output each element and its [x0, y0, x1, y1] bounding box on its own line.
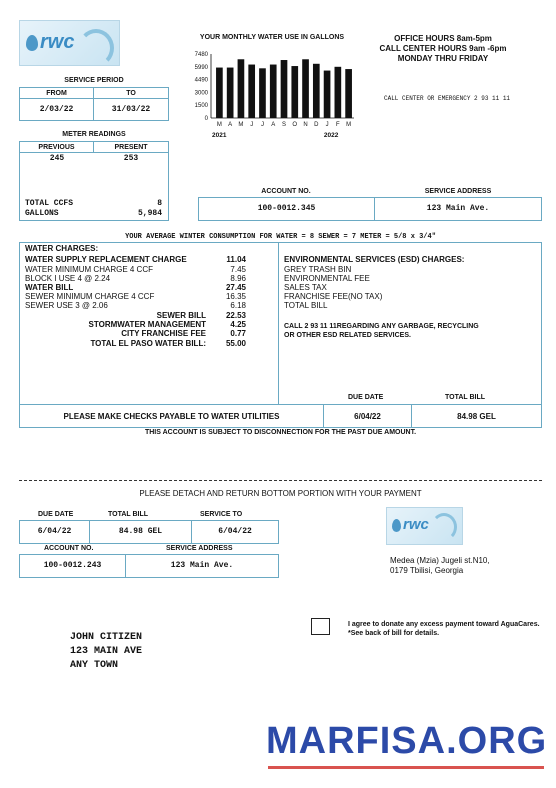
x-tick-label: D — [314, 122, 319, 128]
customer-name: JOHN CITIZEN — [70, 632, 143, 643]
call-center-hours: CALL CENTER HOURS 9am -6pm — [379, 44, 507, 53]
y-tick-label: 1500 — [194, 103, 208, 110]
watermark: MARFISA.ORG — [266, 720, 548, 762]
usage-bar — [335, 67, 342, 118]
service-period-heading: SERVICE PERIOD — [64, 77, 124, 84]
due-date-value: 6/04/22 — [324, 405, 412, 428]
office-hours: OFFICE HOURS 8am-5pm — [394, 34, 492, 43]
x-tick-label: A — [228, 122, 233, 128]
sewer-use-value: 6.18 — [230, 301, 246, 310]
esd-item: FRANCHISE FEE(NO TAX) — [284, 292, 383, 301]
service-address-label: SERVICE ADDRESS — [424, 188, 492, 195]
x-tick-label: A — [271, 122, 276, 128]
stub-due-date-label: DUE DATE — [38, 511, 74, 518]
water-bill-label: WATER BILL — [25, 283, 74, 292]
charges-divider — [278, 243, 279, 404]
sewer-bill-label: SEWER BILL — [156, 311, 206, 320]
payment-row — [20, 404, 541, 427]
gallons-label: GALLONS — [25, 209, 59, 218]
stub-total-bill: 84.98 GEL — [90, 521, 192, 543]
to-date: 31/03/22 — [111, 105, 151, 114]
y-tick-label: 5990 — [194, 64, 208, 71]
donate-text: I agree to donate any excess payment toward AguaCares. *See back of bill for details. — [348, 621, 540, 637]
previous-reading: 245 — [49, 154, 65, 163]
account-box — [198, 197, 542, 221]
x-tick-label: S — [281, 122, 287, 128]
franchise-label: CITY FRANCHISE FEE — [121, 329, 206, 338]
to-label: TO — [94, 88, 168, 99]
office-days: MONDAY THRU FRIDAY — [397, 54, 489, 63]
water-drop-icon — [26, 35, 38, 51]
wave-icon — [431, 513, 457, 541]
from-label: FROM — [20, 88, 94, 99]
stub-bottom-box — [19, 554, 279, 578]
stormwater-label: STORMWATER MANAGEMENT — [88, 320, 206, 329]
year-label: 2022 — [323, 132, 339, 139]
x-tick-label: F — [336, 122, 340, 128]
esd-item: GREY TRASH BIN — [284, 265, 352, 274]
stub-service-to-label: SERVICE TO — [200, 511, 243, 518]
meter-readings-box — [19, 141, 169, 221]
donate-checkbox[interactable] — [311, 618, 330, 635]
account-no-label: ACCOUNT NO. — [261, 188, 311, 195]
y-tick-label: 0 — [204, 116, 208, 122]
total-water-bill-label: TOTAL EL PASO WATER BILL: — [90, 339, 206, 348]
franchise-value: 0.77 — [230, 329, 246, 338]
present-label: PRESENT — [94, 142, 168, 153]
stub-address: 123 Main Ave. — [170, 561, 234, 570]
remit-address-line2: 0179 Tbilisi, Georgia — [390, 566, 464, 575]
usage-bar — [302, 59, 309, 118]
watermark-underline — [268, 766, 544, 769]
usage-bar — [313, 64, 320, 118]
remit-logo-text: rwc — [403, 516, 429, 533]
stub-due-date: 6/04/22 — [20, 521, 90, 543]
x-tick-label: J — [260, 122, 264, 128]
detach-instructions: PLEASE DETACH AND RETURN BOTTOM PORTION WITH YOUR PAYMENT — [139, 489, 422, 498]
usage-bar — [345, 69, 352, 118]
year-label: 2021 — [212, 132, 227, 139]
y-tick-label: 7480 — [194, 52, 208, 58]
customer-street: 123 MAIN AVE — [70, 646, 143, 657]
checks-payable-text: PLEASE MAKE CHECKS PAYABLE TO WATER UTILITIES — [20, 405, 324, 428]
present-reading: 253 — [123, 154, 139, 163]
wave-icon — [78, 29, 114, 67]
remit-logo — [386, 507, 463, 545]
usage-chart — [180, 48, 360, 148]
gallons-value: 5,984 — [137, 209, 162, 218]
usage-bar — [270, 65, 277, 118]
esd-item: SALES TAX — [284, 283, 327, 292]
charges-box — [19, 242, 542, 428]
esd-item: TOTAL BILL — [284, 301, 328, 310]
x-tick-label: M — [216, 122, 222, 128]
usage-bar — [291, 66, 298, 118]
stormwater-value: 4.25 — [230, 320, 246, 329]
company-logo — [19, 20, 120, 66]
block-value: 8.96 — [230, 274, 246, 283]
emergency-line: CALL CENTER OR EMERGENCY 2 93 11 11 — [384, 95, 511, 102]
water-bill-value: 27.45 — [225, 283, 246, 292]
usage-bar — [259, 68, 266, 118]
x-tick-label: M — [238, 122, 244, 128]
x-tick-label: N — [303, 122, 308, 128]
usage-bar — [248, 65, 255, 118]
x-tick-label: J — [250, 122, 254, 128]
water-charges-heading: WATER CHARGES: — [25, 244, 99, 253]
logo-text: rwc — [40, 31, 75, 53]
supply-value: 11.04 — [226, 255, 246, 264]
stub-address-label: SERVICE ADDRESS — [166, 545, 233, 552]
service-address: 123 Main Ave. — [426, 204, 490, 213]
supply-label: WATER SUPPLY REPLACEMENT CHARGE — [25, 255, 187, 264]
usage-bar — [227, 68, 234, 118]
y-tick-label: 3000 — [194, 90, 208, 97]
total-bill-label: TOTAL BILL — [445, 394, 486, 401]
stub-account: 100-0012.243 — [20, 555, 126, 577]
water-min-label: WATER MINIMUM CHARGE 4 CCF — [25, 265, 153, 274]
sewer-bill-value: 22.53 — [225, 311, 246, 320]
stub-total-bill-label: TOTAL BILL — [108, 511, 149, 518]
water-drop-icon — [392, 519, 401, 532]
total-bill-value: 84.98 GEL — [457, 412, 496, 421]
esd-note: CALL 2 93 11 11REGARDING ANY GARBAGE, RECYCLING OR OTHER ESD RELATED SERVICES. — [284, 323, 479, 339]
sewer-min-label: SEWER MINIMUM CHARGE 4 CCF — [25, 292, 155, 301]
total-ccfs-label: TOTAL CCFS — [25, 199, 74, 208]
block-label: BLOCK I USE 4 @ 2.24 — [25, 274, 111, 283]
y-tick-label: 4490 — [194, 77, 208, 84]
disconnection-notice: THIS ACCOUNT IS SUBJECT TO DISCONNECTION FOR THE PAST DUE AMOUNT. — [144, 429, 417, 436]
service-period-box — [19, 87, 169, 121]
water-min-value: 7.45 — [230, 265, 246, 274]
x-tick-label: O — [292, 122, 298, 128]
total-water-bill-value: 55.00 — [225, 339, 246, 348]
esd-heading: ENVIRONMENTAL SERVICES (ESD) CHARGES: — [284, 255, 465, 264]
chart-title: YOUR MONTHLY WATER USE IN GALLONS — [199, 34, 345, 41]
usage-bar — [216, 68, 223, 118]
meter-readings-heading: METER READINGS — [62, 131, 126, 138]
esd-item: ENVIRONMENTAL FEE — [284, 274, 370, 283]
stub-top-box — [19, 520, 279, 544]
account-number: 100-0012.345 — [199, 198, 375, 220]
sewer-min-value: 16.35 — [225, 292, 246, 301]
remit-address-line1: Medea (Mzia) Jugeli st.N10, — [390, 556, 490, 565]
x-tick-label: J — [325, 122, 329, 128]
stub-account-label: ACCOUNT NO. — [44, 545, 94, 552]
total-ccfs-value: 8 — [157, 199, 162, 208]
stub-service-to: 6/04/22 — [218, 527, 252, 536]
customer-city: ANY TOWN — [70, 660, 119, 671]
detach-line — [19, 480, 542, 481]
usage-bar — [281, 60, 288, 118]
previous-label: PREVIOUS — [20, 142, 94, 153]
sewer-use-label: SEWER USE 3 @ 2.06 — [25, 301, 108, 310]
usage-bar — [324, 71, 331, 118]
x-tick-label: M — [346, 122, 352, 128]
due-date-label: DUE DATE — [348, 394, 384, 401]
winter-consumption-line: YOUR AVERAGE WINTER CONSUMPTION FOR WATER = 8 SEWER = 7 METER = 5/8 x 3/4" — [125, 233, 436, 241]
usage-bar — [238, 59, 245, 118]
from-date: 2/03/22 — [20, 99, 94, 120]
